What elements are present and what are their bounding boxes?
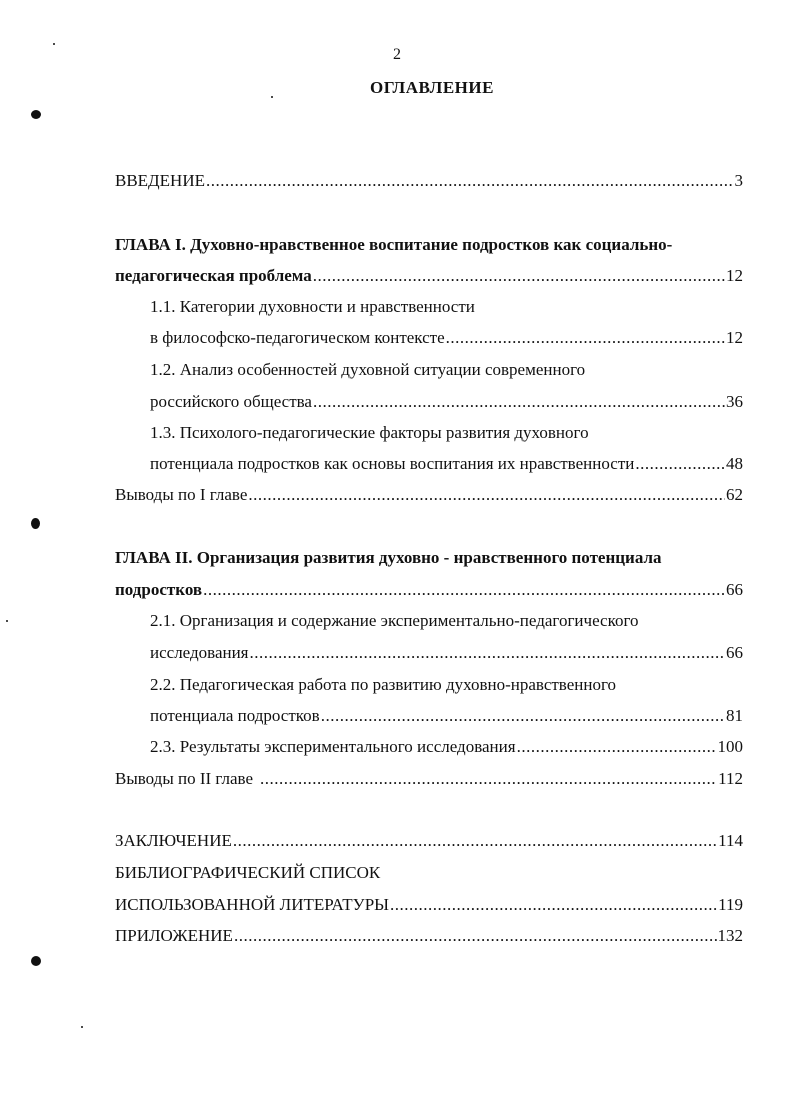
scan-dot [6,620,8,622]
dot-leader [517,736,717,758]
toc-page-number: 112 [718,769,743,788]
toc-chapter-2-heading: ГЛАВА II. Организация развития духовно - нравственного потенциала [115,548,662,567]
toc-page-number: 66 [726,643,743,662]
toc-entry-section-2-2 [150,705,743,727]
toc-page-number: 3 [734,171,743,190]
dot-leader [313,265,725,287]
toc-page-number: 62 [726,485,743,504]
dot-leader [313,391,725,413]
toc-entry-chapter-1 [115,265,743,287]
dot-leader [248,484,725,506]
toc-entry-text: ВВЕДЕНИЕ [115,171,205,190]
toc-page-number: 12 [726,328,743,347]
toc-entry-text: в философско-педагогическом контексте [150,328,445,347]
toc-entry-text: педагогическая проблема [115,266,312,285]
dot-leader [203,579,725,601]
toc-entry-text: подростков [115,580,203,599]
toc-entry-text: потенциала подростков [150,706,320,725]
toc-section-2-1-heading: 2.1. Организация и содержание экспериментально-педагогического [150,611,639,630]
toc-chapter-1-heading: ГЛАВА I. Духовно-нравственное воспитание подростков как социально- [115,235,673,254]
dot-leader [250,642,725,664]
dot-leader [206,170,734,192]
toc-entry-text: Выводы по I главе [115,485,248,504]
toc-page-number: 66 [726,580,743,599]
toc-section-1-2-heading: 1.2. Анализ особенностей духовной ситуации современного [150,360,586,379]
toc-entry-text: ПРИЛОЖЕНИЕ [115,926,233,945]
dot-leader [321,705,725,727]
page-number: 2 [393,46,401,63]
toc-page-number: 114 [718,831,743,850]
toc-entry-intro [115,170,743,192]
scan-dot [271,96,273,98]
toc-entry-text: 2.3. Результаты экспериментального исследования [150,737,516,756]
toc-entry-bibliography [115,894,743,916]
toc-entry-chapter-2 [115,579,743,601]
dot-leader [234,925,717,947]
toc-page-number: 81 [726,706,743,725]
toc-page-number: 12 [726,266,743,285]
toc-page-number: 48 [726,454,743,473]
toc-section-2-2-heading: 2.2. Педагогическая работа по развитию духовно-нравственного [150,675,617,694]
toc-section-1-1-heading: 1.1. Категории духовности и нравственности [150,297,475,316]
toc-entry-text: российского общества [150,392,312,411]
toc-entry-section-1-2 [150,391,743,413]
scan-mark [31,110,41,119]
toc-bibliography-heading: БИБЛИОГРАФИЧЕСКИЙ СПИСОК [115,863,381,882]
scan-mark [31,518,40,529]
toc-page-number: 119 [718,895,743,914]
toc-entry-text: исследования [150,643,249,662]
scan-mark [31,956,41,966]
toc-page-number: 36 [726,392,743,411]
toc-entry-text: ЗАКЛЮЧЕНИЕ [115,831,232,850]
toc-entry-conclusions-2 [115,768,743,790]
toc-entry-section-2-3 [150,736,743,758]
toc-entry-section-2-1 [150,642,743,664]
toc-entry-conclusions-1 [115,484,743,506]
toc-entry-conclusion [115,830,743,852]
toc-entry-section-1-3 [150,453,743,475]
toc-section-1-3-heading: 1.3. Психолого-педагогические факторы развития духовного [150,423,589,442]
dot-leader [390,894,717,916]
toc-page-number: 100 [717,737,743,756]
dot-leader [446,327,725,349]
toc-entry-text: Выводы по II главе [115,769,254,788]
toc-entry-appendix [115,925,743,947]
dot-leader [635,453,725,475]
toc-entry-section-1-1 [150,327,743,349]
toc-entry-text: потенциала подростков как основы воспитания их нравственности [150,454,635,473]
dot-leader [260,768,717,790]
scan-dot [81,1026,83,1028]
toc-entry-text: ИСПОЛЬЗОВАННОЙ ЛИТЕРАТУРЫ [115,895,390,914]
dot-leader [233,830,717,852]
scan-dot [53,43,55,45]
page-title: ОГЛАВЛЕНИЕ [370,78,494,97]
toc-page-number: 132 [717,926,743,945]
